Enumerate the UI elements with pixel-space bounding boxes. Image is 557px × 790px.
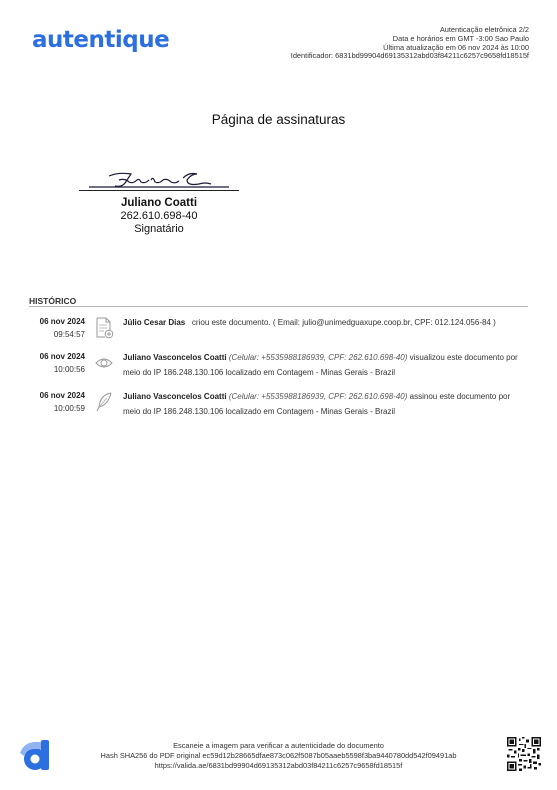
event-text: assinou este documento por meio do IP 186.248.130.106 localizado em Contagem - Minas Gerais - Brazil (123, 392, 511, 416)
event-text: criou este documento. ( Email: julio@unimedguaxupe.coop.br, CPF: 012.124.056-84 ) (191, 318, 496, 327)
footer-validation-link[interactable]: https://valida.ae/6831bd99904d69135312abd03f84211c6257c9658fd18515f (154, 761, 403, 770)
event-time: 10:00:59 (53, 403, 85, 413)
autentique-logo: autentique (32, 27, 170, 53)
signature-line (79, 190, 239, 191)
event-datetime (29, 316, 85, 341)
identifier-info: Identificador: 6831bd99904d69135312abd03f84211c6257c9658fd18515f (290, 51, 529, 61)
event-actor: Júlio Cesar Dias (123, 318, 186, 327)
event-datetime (29, 390, 85, 419)
event-date: 06 nov 2024 (39, 317, 85, 326)
last-update-info: Última atualização em 06 nov 2024 às 10:00 (383, 42, 529, 52)
event-description (123, 389, 528, 419)
eye-icon (85, 351, 123, 380)
qr-code[interactable] (507, 737, 541, 771)
footer-hash: Hash SHA256 do PDF original ec59d12b28665dfae873c062f5087b05aaeb5598f3ba9440780dd542f09491ab (100, 751, 457, 760)
history-event (29, 390, 528, 419)
footer-scan-text: Escaneie a imagem para verificar a autenticidade do documento (173, 741, 384, 750)
event-description (123, 350, 528, 380)
history-title: HISTÓRICO (29, 296, 77, 306)
auth-meta (291, 26, 529, 61)
event-time: 10:00:56 (53, 364, 85, 374)
footer-info (0, 741, 557, 771)
event-text: visualizou este documento por meio do IP 186.248.130.106 localizado em Contagem - Minas Gerais - Brazil (123, 353, 518, 377)
event-datetime (29, 351, 85, 380)
timezone-info: Data e horários em GMT -3:00 Sao Paulo (392, 33, 529, 43)
signer-name: Juliano Coatti (120, 197, 198, 209)
event-actor: Juliano Vasconcelos Coatti (123, 392, 227, 401)
event-date: 06 nov 2024 (39, 391, 85, 400)
event-date: 06 nov 2024 (39, 352, 85, 361)
event-details: (Celular: +5535988186939, CPF: 262.610.698-40) (228, 353, 408, 362)
event-actor: Juliano Vasconcelos Coatti (123, 353, 227, 362)
feather-pen-icon (85, 390, 123, 419)
page-title: Página de assinaturas (211, 112, 346, 127)
auth-page-info: Autenticação eletrônica 2/2 (439, 25, 529, 34)
signature-block (79, 168, 239, 235)
history-event (29, 316, 528, 341)
event-details: (Celular: +5535988186939, CPF: 262.610.698-40) (228, 392, 408, 401)
signer-role: Signatário (134, 223, 184, 235)
event-description (123, 315, 528, 341)
handwritten-signature (79, 168, 239, 190)
history-divider (29, 306, 528, 307)
event-time: 09:54:57 (53, 329, 85, 339)
history-event (29, 351, 528, 380)
document-add-icon (85, 316, 123, 341)
history-list (29, 316, 528, 429)
signer-document: 262.610.698-40 (120, 210, 198, 222)
